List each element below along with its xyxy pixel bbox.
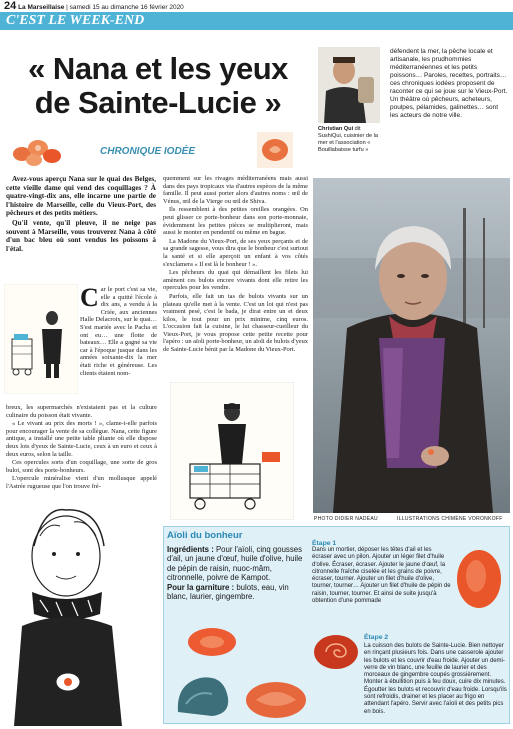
illustration-credit: ILLUSTRATIONS CHIMÈNE VORONKOFF	[397, 516, 503, 522]
article-col1-narrow	[80, 283, 157, 377]
step2-title: Étape 2	[364, 634, 389, 641]
col1-paragraph-2: « Le vivant au prix des morts ! », clame-t-elle parfois pour encourager la vente de sa collègue. Nana, cette figure antique, a installé une petite table pliante où elle dispose deux lots d'yeux de Sainte-Lucie, ceux à un euro et ceux à deux euros, selon la taille.	[6, 420, 157, 458]
col2-paragraph-5: Parfois, elle fait un tas de bulots vivants sur un plateau qu'elle met à la vente. C'est un lot qui n'est pas vraiment pesé, c'est le bada, je dirai entre un et deux kilos, le tout pour un prix minime, cinq euros. L'occasion fait la cuisine, le lui chasseur-cueilleur du Vieux-Port, je vous propose cette petite recette pour l'apéro : un aïoli porte-bonheur, un aïoli de bulots d'yeux de Sainte-Lucie bénit par la Madone du Vieux-Port.	[163, 292, 308, 354]
lead-paragraph-2: Qu'il vente, qu'il pleuve, il ne neige pas souvent à Marseille, vous trouverez Nana à côté d'un bac bleu où sont vendus les poissons à l'étal.	[6, 218, 156, 253]
section-title: C'EST LE WEEK-END	[6, 13, 145, 28]
author-name: Christian Qui	[318, 126, 354, 132]
col1-paragraph-1: breux, les supermarchés n'existaient pas et la culture culinaire du poisson était vivante.	[6, 404, 157, 419]
ingredients-text: Pour l'aïoli, cinq gousses d'ail, un jaune d'œuf, huile d'olive, huile de pépin de raisin, nuoc-mâm, citronnelle, poivre de Kampot.	[167, 545, 303, 583]
article-title	[8, 52, 308, 120]
col2-paragraph-1: quemment sur les rivages méditerranéens mais aussi dans des pays tropicaux via d'autres espèces de la même famille. Il peut aussi porter alors d'autres noms : œil de Vénus, œil de la Vierge ou œil de Shiva.	[163, 175, 308, 205]
nana-portrait-photo	[313, 178, 510, 513]
lead-paragraph-1: Avez-vous aperçu Nana sur le quai des Belges, cette vieille dame qui vend des coquillages ? À quatre-vingt-dix ans, elle incarne une partie de l'histoire de Marseille, celle du Vieux-Port, des pêcheurs et des petits métiers.	[6, 175, 156, 218]
author-photo	[318, 47, 380, 123]
recipe-title: Aïoli du bonheur	[167, 530, 243, 541]
photo-credit: PHOTO DIDIER NADEAU	[314, 516, 378, 522]
recipe-step-1	[312, 540, 452, 605]
author-caption	[318, 126, 386, 154]
issue-date: | samedi 15 au dimanche 16 février 2020	[66, 4, 184, 11]
publication-name: La Marseillaise	[18, 4, 65, 11]
col2-paragraph-4: Les pêcheurs du quai qui démaillent les filets lui amènent ces bulots encore vivants dont elle retire les opercules pour les vendre.	[163, 269, 308, 292]
step1-text: Dans un mortier, déposer les têtes d'ail et les écraser avec un pilon. Ajouter un léger filet d'huile d'olive. Écraser, écraser. Ajouter le jaune d'œuf, la citronnelle fraîche ciselée et les grains de poivre, écraser, tourner. Ajouter un filet d'huile d'olive, tourner, tourner… Ajouter un filet d'huile de pépin de raisin, tourner, tourner. Et ainsi de suite jusqu'à obtention d'une pommade	[312, 547, 451, 605]
market-trolley-illustration	[170, 382, 294, 520]
garnish-text: bulots, eau, vin blanc, laurier, gingembre.	[167, 582, 289, 602]
article-col2	[163, 175, 308, 355]
step1-title: Étape 1	[312, 540, 337, 547]
recipe-step-2	[312, 634, 506, 641]
title-line-2: de Sainte-Lucie »	[34, 85, 282, 120]
step2-text: La cuisson des bulots de Sainte-Lucie. Bien nettoyer en rinçant plusieurs fois. Dans une casserole ajouter les bulots et les couvrir d'eau froide. Ajouter un demi-verre de vin blanc, une feuille de laurier et des morceaux de gingembre coupés grossièrement. Monter à ébullition puis à feu doux, cuire dix minutes. Égoutter les bulots et recouvrir d'eau froide. Lorsqu'ils sont refroidis, drainer et les placer au frigo en attendant l'apéro. Servir avec l'aïoli et des petits pics en bois.	[364, 643, 507, 715]
operculum-large-illustration	[454, 546, 504, 612]
article-lead	[6, 175, 156, 254]
garnish-label: Pour la garniture :	[167, 582, 235, 592]
section-banner	[0, 12, 513, 30]
nana-sketch-illustration	[4, 496, 157, 726]
col1-paragraph-4: L'opercule minéralise vient d'un mollusque appelé l'Astrée rugueuse que l'on trouve fré-	[6, 475, 157, 490]
col2-paragraph-2: Ils ressemblent à des petites oreilles orangées. On peut glisser ce porte-bonheur dans son porte-monnaie, évidemment les petites pièces se multiplieront, mais aussi le monter en pendentif ou même en bague.	[163, 206, 308, 237]
article-col1	[6, 404, 157, 492]
page-header	[0, 0, 513, 12]
recipe-ingredients	[167, 545, 308, 601]
col1-paragraph-3: Ces opercules sorts d'un coquillage, une sorte de gros bulot, sont des porte-bonheurs.	[6, 459, 157, 474]
ingredients-label: Ingrédients :	[167, 545, 214, 554]
column-description: défendent la mer, la pêche locale et artisanale, les prudhommies méditerranéennes et les petits poissons… Paroles, recettes, portraits… ces chroniques iodées proposent de raconter ce qui se joue sur le Vieux-Port. Un théâtre où pêcheurs, acheteurs, poulpes, pélamides, galinettes… sont les acteurs de notre ville.	[390, 48, 508, 119]
col2-paragraph-3: La Madone du Vieux-Port, de ses yeux perçants et de sa grande sagesse, vous dira que le bonheur c'est surtout la santé et si elle aperçoit un enfant à vos côtés s'exclamera « Il est là le bonheur ! ».	[163, 237, 308, 268]
title-line-1: « Nana et les yeux	[28, 51, 288, 86]
col1-narrow-text: ar le port c'est sa vie, elle a quitté l'école à dix ans, a vendu à la Criée, aux anciennes Halle Delacroix, sur le quai… S'est mariée avec le Pacha et ont eu… une flotte de bateaux… Elle a gagné sa vie car à l'époque jusque dans les années soixante-dix la mer était riche et généreuse. Les clients étaient nom-	[80, 286, 157, 377]
shells-illustration	[172, 624, 312, 724]
operculum-illustration	[255, 130, 295, 170]
column-kicker: CHRONIQUE IODÉE	[100, 146, 196, 157]
nana-trolley-illustration	[4, 284, 78, 394]
drop-cap: C	[80, 283, 99, 312]
operculum-pile-illustration	[8, 130, 64, 170]
author-description: dit SushiQui, cuisinier de la mer et l'association « Bouillabaisse turfu »	[318, 126, 379, 153]
page-number: 24	[4, 0, 17, 12]
